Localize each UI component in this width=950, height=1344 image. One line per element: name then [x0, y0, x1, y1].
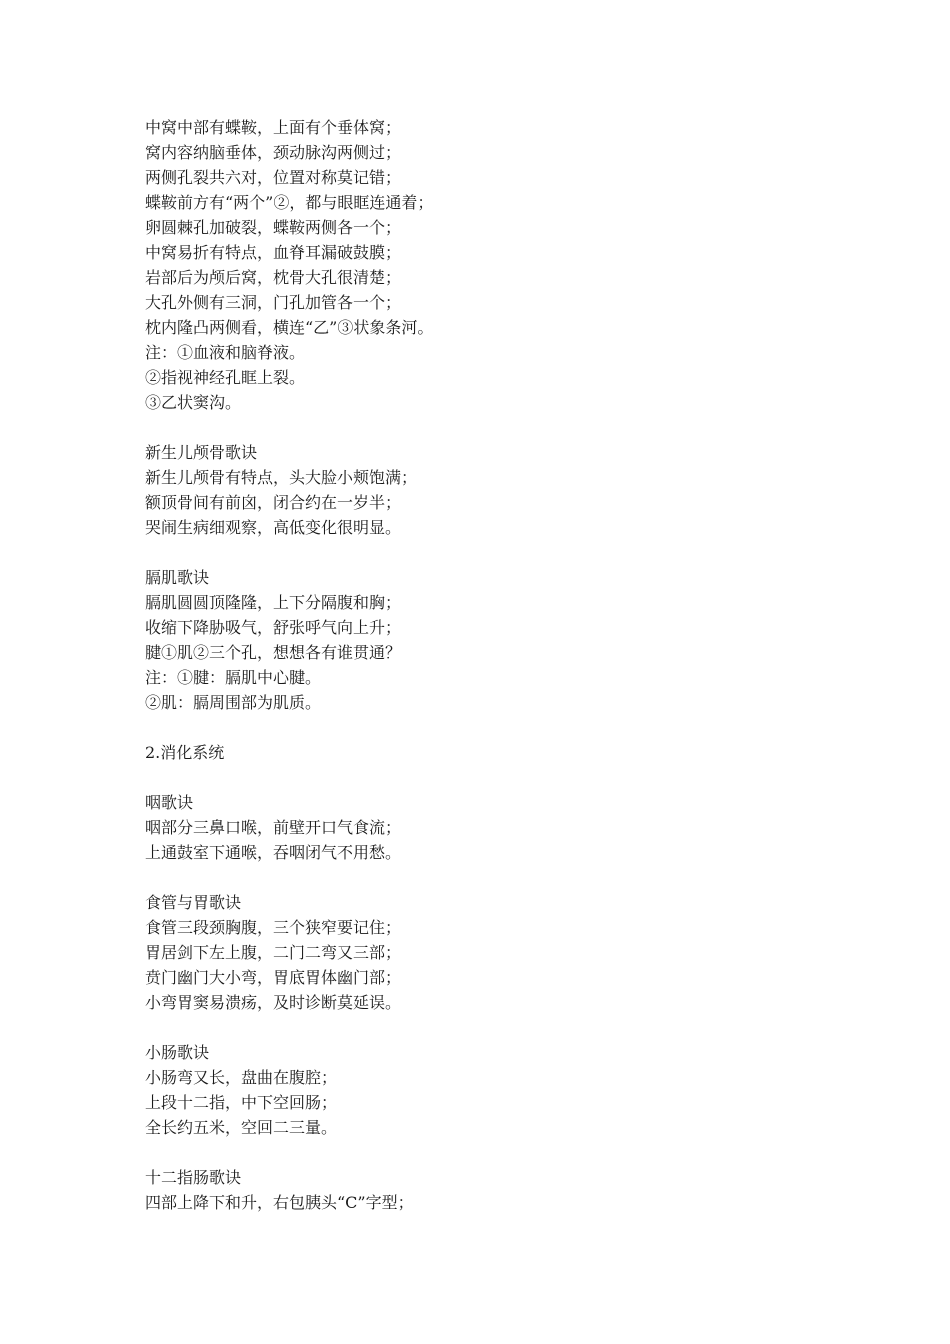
text-line: 额顶骨间有前囟，闭合约在一岁半； [145, 493, 402, 512]
text-line: 全长约五米，空回二三量。 [145, 1118, 338, 1137]
note-line: ③乙状窦沟。 [145, 393, 242, 412]
document-body [145, 115, 865, 1215]
text-line: 大孔外侧有三洞，门孔加管各一个； [145, 293, 402, 312]
verse-block-esophagus-stomach [145, 890, 865, 1015]
text-line: 胃居剑下左上腹，二门二弯又三部； [145, 943, 402, 962]
text-line: 上通鼓室下通喉，吞咽闭气不用愁。 [145, 843, 402, 862]
section-heading: 新生儿颅骨歌诀 [145, 443, 258, 462]
text-line: 上段十二指，中下空回肠； [145, 1093, 338, 1112]
text-line: 岩部后为颅后窝，枕骨大孔很清楚； [145, 268, 402, 287]
text-line: 小肠弯又长，盘曲在腹腔； [145, 1068, 338, 1087]
text-line: 腱①肌②三个孔，想想各有谁贯通？ [145, 643, 402, 662]
section-heading: 膈肌歌诀 [145, 568, 210, 587]
text-line: 咽部分三鼻口喉，前壁开口气食流； [145, 818, 402, 837]
paragraph-gap [145, 540, 865, 565]
text-line: 两侧孔裂共六对，位置对称莫记错； [145, 168, 402, 187]
verse-block-cranial-fossa [145, 115, 865, 415]
text-line: 枕内隆凸两侧看，横连“乙”③状象条河。 [145, 318, 434, 337]
paragraph-gap [145, 1140, 865, 1165]
section-heading: 小肠歌诀 [145, 1043, 210, 1062]
verse-block-small-intestine [145, 1040, 865, 1140]
note-line: ②肌：膈周围部为肌质。 [145, 693, 322, 712]
text-line: 窝内容纳脑垂体，颈动脉沟两侧过； [145, 143, 402, 162]
verse-block-diaphragm [145, 565, 865, 715]
text-line: 小弯胃窦易溃疡，及时诊断莫延误。 [145, 993, 402, 1012]
text-line: 哭闹生病细观察，高低变化很明显。 [145, 518, 402, 537]
verse-block-newborn-skull [145, 440, 865, 540]
text-line: 贲门幽门大小弯，胃底胃体幽门部； [145, 968, 402, 987]
note-line: ②指视神经孔眶上裂。 [145, 368, 306, 387]
paragraph-gap [145, 765, 865, 790]
section-heading: 咽歌诀 [145, 793, 194, 812]
paragraph-gap [145, 865, 865, 890]
text-line: 膈肌圆圆顶隆隆，上下分隔腹和胸； [145, 593, 402, 612]
paragraph-gap [145, 715, 865, 740]
text-line: 四部上降下和升，右包胰头“C”字型； [145, 1193, 414, 1212]
section-heading: 十二指肠歌诀 [145, 1168, 242, 1187]
text-line: 收缩下降胁吸气，舒张呼气向上升； [145, 618, 402, 637]
text-line: 中窝中部有蝶鞍，上面有个垂体窝； [145, 118, 402, 137]
note-line: 注：①腱：膈肌中心腱。 [145, 668, 322, 687]
paragraph-gap [145, 415, 865, 440]
section-heading: 食管与胃歌诀 [145, 893, 242, 912]
verse-block-pharynx [145, 790, 865, 865]
chapter-heading: 2.消化系统 [145, 743, 225, 762]
note-line: 注：①血液和脑脊液。 [145, 343, 306, 362]
text-line: 新生儿颅骨有特点，头大脸小颊饱满； [145, 468, 418, 487]
text-line: 中窝易折有特点，血脊耳漏破鼓膜； [145, 243, 402, 262]
text-line: 食管三段颈胸腹，三个狭窄要记住； [145, 918, 402, 937]
text-line: 卵圆棘孔加破裂，蝶鞍两侧各一个； [145, 218, 402, 237]
verse-block-duodenum [145, 1165, 865, 1215]
paragraph-gap [145, 1015, 865, 1040]
text-line: 蝶鞍前方有“两个”②，都与眼眶连通着； [145, 193, 434, 212]
chapter-heading-block [145, 740, 865, 765]
